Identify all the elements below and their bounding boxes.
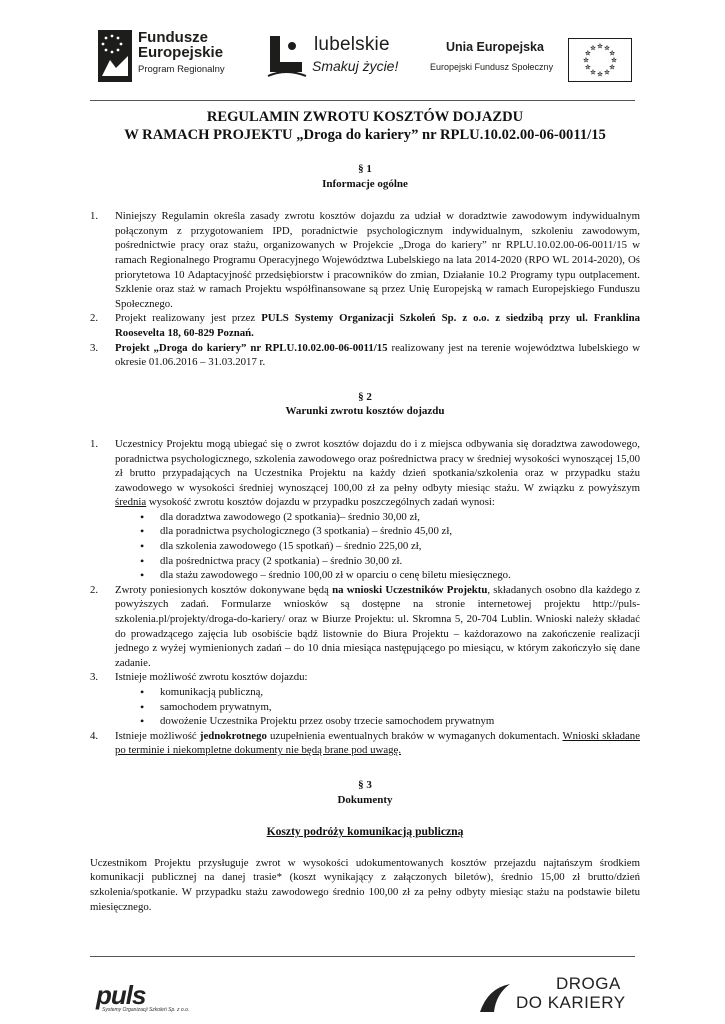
section-3-number: § 3 [358, 778, 372, 791]
list-item [90, 341, 640, 370]
bullet-item: • dowożenie Uczestnika Projektu przez osoby trzecie samochodem prywatnym [140, 714, 640, 729]
section-3-subheading: Koszty podróży komunikacją publiczną [266, 825, 464, 839]
droga-do-kariery-logo [478, 974, 638, 1016]
doc-title-line1: REGULAMIN ZWROTU KOSZTÓW DOJAZDU [206, 109, 524, 125]
droga-do-kariery-logo-icon [478, 980, 512, 1014]
lubelskie-logo [262, 32, 402, 80]
lubelskie-logo-icon [262, 32, 310, 80]
list-item [90, 670, 640, 685]
list-item [90, 729, 640, 758]
ue-line2: Europejski Fundusz Społeczny [430, 62, 554, 72]
lubelskie-name: lubelskie [314, 34, 390, 55]
list-item [90, 583, 640, 671]
droga-line2: DO KARIERY [516, 993, 626, 1012]
footer-divider [90, 956, 635, 957]
cost-bullet-list [90, 510, 640, 583]
fundusze-europejskie-logo [98, 30, 258, 82]
bullet-item: • dla stażu zawodowego – średnio 100,00 zł w oparciu o cenę biletu miesięcznego. [140, 568, 640, 583]
bullet-item: • dla pośrednictwa pracy (2 spotkania) – średnio 30,00 zł. [140, 554, 640, 569]
bullet-item: • komunikacją publiczną, [140, 685, 640, 700]
item-underlined-text: Wnioski składane po terminie i niekompletne dokumenty nie będą brane pod uwagę. [115, 729, 640, 757]
bullet-item: • samochodem prywatnym, [140, 700, 640, 715]
item-bold-text: na wnioski Uczestników Projektu [332, 583, 488, 596]
puls-name: puls [96, 980, 146, 1010]
fundusze-europejskie-logo-icon [98, 30, 132, 82]
item-number: 3. [90, 341, 99, 354]
list-item [90, 311, 640, 340]
item-text: wysokość zwrotu kosztów dojazdu w przypadku poszczególnych zadań wynosi: [146, 496, 495, 509]
eu-flag-icon [568, 38, 632, 82]
header-divider [90, 100, 635, 101]
section-1-name: Informacje ogólne [322, 177, 408, 190]
item-text: Zwroty poniesionych kosztów dokonywane będą [115, 583, 333, 596]
item-number: 2. [90, 312, 99, 325]
item-bold-text: PULS Systemy Organizacji Szkoleń Sp. z o.o. z siedzibą przy ul. Franklina Roosevelta 18, 60-829 Poznań. [115, 312, 641, 339]
bullet-item: • dla poradnictwa psychologicznego (3 spotkania) – średnio 45,00 zł, [140, 524, 640, 539]
bullet-item: • dla doradztwa zawodowego (2 spotkania)– średnio 30,00 zł, [140, 510, 640, 525]
item-underlined-text: średnia [115, 496, 147, 509]
section-2-name: Warunki zwrotu kosztów dojazdu [285, 405, 445, 418]
list-item [90, 209, 640, 311]
droga-line1: DROGA [556, 974, 621, 993]
item-text: Istnieje możliwość [115, 729, 200, 742]
item-number: 3. [90, 671, 99, 684]
doc-title-line2: W RAMACH PROJEKTU „Droga do kariery” nr RPLU.10.02.00-06-0011/15 [124, 127, 606, 143]
item-number: 1. [90, 210, 99, 223]
page-header [0, 0, 725, 100]
item-text: , składanych osobno dla każdego z powyższych zadań. Formularze wniosków są dostępne na stronie internetowej projektu http://puls-szkolenia.pl/projekty/droga-do-kariery/ oraz w Biurze Projektu: ul. Skromna 5, 20-704 Lublin. Wnioski należy składać do prowadzącego zajęcia lub osobiście bądź listownie do Biura Projektu – każdorazowo na zakończenie realizacji jednego z wyżej wymienionych zadań – do 10 dnia miesiąca następującego po miesiącu, w którym zakończyło się dane zadanie. [115, 583, 640, 669]
fundusze-line2: Europejskie [138, 44, 224, 61]
section-1-number: § 1 [358, 163, 372, 175]
item-text: Projekt realizowany jest przez [115, 312, 262, 325]
document-body [90, 104, 640, 914]
item-number: 2. [90, 583, 99, 596]
item-text: Istnieje możliwość zwrotu kosztów dojazdu: [115, 671, 308, 684]
fundusze-line3: Program Regionalny [138, 64, 225, 75]
lubelskie-tagline: Smakuj życie! [312, 58, 399, 74]
section-1-list [90, 209, 640, 370]
puls-logo [96, 980, 226, 1016]
section-2-number: § 2 [358, 390, 372, 403]
item-bold-text: Projekt „Droga do kariery” nr RPLU.10.02.00-06-0011/15 [115, 341, 388, 354]
puls-tagline: Systemy Organizacji Szkoleń Sp. z o.o. [102, 1007, 190, 1013]
ue-line1: Unia Europejska [446, 40, 544, 54]
item-text: Niniejszy Regulamin określa zasady zwrotu kosztów dojazdu za udział w doradztwie zawodowym indywidualnym połączonym z przygotowaniem IPD, poradnictwie psychologicznym indywidualnym, szkoleniu zawodowym, pośrednictwie pracy oraz stażu, organizowanych w Projekcie „Droga do kariery” nr RPLU.10.02.00-06-0011/15 w ramach Regionalnego Programu Operacyjnego Województwa Lubelskiego na lata 2014-2020 (RPO WL 2014-2020), Oś priorytetowa 10 Adaptacyjność przedsiębiorstw i pracowników do zmian, Działanie 10.2 Programy typu outplacement. Szklenie oraz staż w ramach Projektu współfinansowane są przez Unię Europejską w ramach Europejskiego Funduszu Społecznego. [115, 210, 640, 310]
item-text: realizowany jest na terenie województwa lubelskiego w okresie 01.06.2016 – 31.03.2017 r. [115, 341, 640, 369]
item-text: Uczestnicy Projektu mogą ubiegać się o zwrot kosztów dojazdu do i z miejsca odbywania się doradztwa zawodowego, poradnictwa psychologicznego, szkolenia zawodowego oraz pośrednictwa pracy w średniej wysokości wynoszącej 15,00 zł brutto przypadających na Uczestnika Projektu na każdy dzień spotkania/szkolenia oraz w przypadku stażu zawodowego w wysokości średniej wynoszącej 100,00 zł za pełny odbyty miesiąc stażu. W związku z powyższym [115, 437, 640, 494]
bullet-item: • dla szkolenia zawodowego (15 spotkań) – średnio 225,00 zł, [140, 539, 640, 554]
section-2-list [90, 437, 640, 758]
fundusze-line1: Fundusze [138, 29, 208, 46]
item-text: uzupełnienia ewentualnych braków w wymaganych dokumentach. [266, 729, 563, 742]
section-3-paragraph: Uczestnikom Projektu przysługuje zwrot w wysokości udokumentowanych kosztów przejazdu najtańszym środkiem komunikacji publicznej na danej trasie* (koszt wynikający z załączonych biletów), średnio 15,00 zł brutto/dzień szkolenia/spotkanie. W przypadku stażu zawodowego średnio 100,00 zł za pełny odbyty miesiąc stażu na podstawie biletu miesięcznego. [90, 856, 640, 913]
item-number: 1. [90, 437, 99, 450]
item-number: 4. [90, 729, 99, 742]
transport-bullet-list [90, 685, 640, 729]
list-item [90, 437, 640, 510]
item-bold-text: jednokrotnego [199, 729, 267, 742]
section-3-name: Dokumenty [337, 793, 393, 806]
